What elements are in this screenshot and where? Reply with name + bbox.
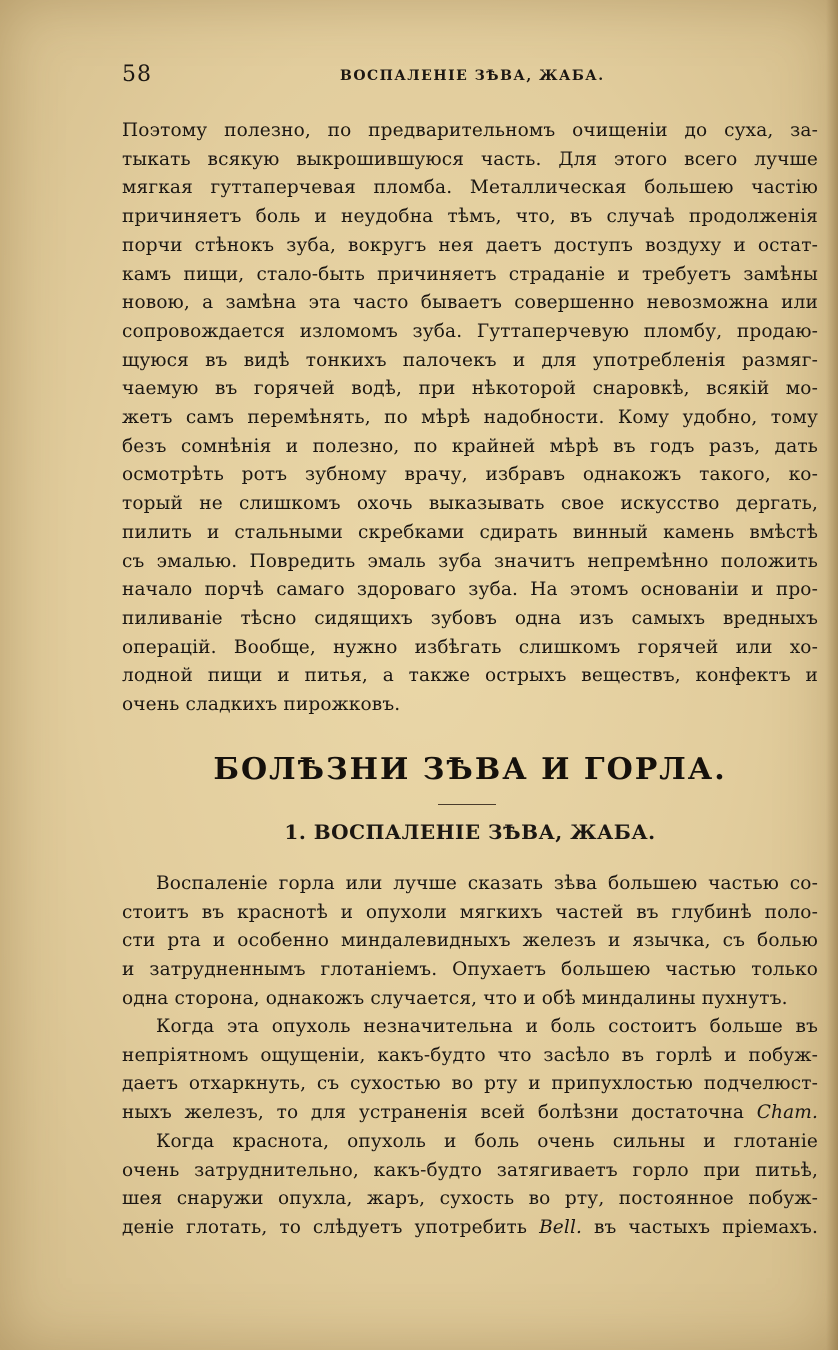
page-header [122,62,722,92]
text-line: начало порчѣ самаго здороваго зуба. На этомъ основаніи и про- [122,579,818,601]
paragraph-mild-case [122,1013,818,1128]
text-line: непріятномъ ощущеніи, какъ-будто что засѣло въ горлѣ и побуж- [122,1044,818,1066]
text-line: стоитъ въ краснотѣ и опухоли мягкихъ частей въ глубинѣ поло- [122,901,818,923]
text-line: и затрудненнымъ глотаніемъ. Опухаетъ большею частью только [122,959,818,981]
text-line: Когда эта опухоль незначительна и боль состоитъ больше въ [156,1016,818,1037]
text-line: Когда краснота, опухоль и боль очень сильны и глотаніе [156,1131,818,1152]
text-line: пилить и стальными скребками сдирать винный камень вмѣстѣ [122,521,818,543]
paragraph-severe-case [122,1128,818,1243]
text-line: тыкать всякую выкрошившуюся часть. Для этого всего лучше [122,148,818,170]
text-fragment: ныхъ железъ, то для устраненія всей болѣзни достаточна [122,1102,745,1124]
subsection-title: 1. ВОСПАЛЕНІЕ ЗѢВА, ЖАБА. [284,820,656,844]
text-line: сопровождается изломомъ зуба. Гуттаперчевую пломбу, продаю- [122,320,818,342]
text-line: причиняетъ боль и неудобна тѣмъ, что, въ случаѣ продолженія [122,206,818,228]
text-line: щуюся въ видѣ тонкихъ палочекъ и для употребленія размяг- [122,349,818,371]
text-line: лодной пищи и питья, а также острыхъ веществъ, конфектъ и [122,665,818,687]
paragraph-dental-care [122,117,818,720]
text-line: даетъ отхаркнуть, съ сухостью во рту и припухлостью подчелюст- [122,1073,818,1095]
text-line: порчи стѣнокъ зуба, вокругъ нея даетъ доступъ воздуху и остат- [122,234,818,256]
text-line: очень затруднительно, какъ-будто затягиваетъ горло при питьѣ, [122,1159,818,1181]
remedy-name: Cham. [756,1102,819,1124]
text-line: Поэтому полезно, по предварительномъ очищеніи до суха, за- [122,120,818,141]
text-line: одна сторона, однакожъ случается, что и обѣ миндалины пухнутъ. [122,987,788,1009]
text-line: жетъ самъ перемѣнять, по мѣрѣ надобности. Кому удобно, тому [122,407,818,429]
text-line: Воспаленіе горла или лучше сказать зѣва большею частью со- [156,873,818,894]
text-line: операцій. Вообще, нужно избѣгать слишкомъ горячей или хо- [122,636,818,658]
text-line: съ эмалью. Повредить эмаль зуба значитъ непремѣнно положить [122,550,818,572]
text-line: осмотрѣть ротъ зубному врачу, избравъ однакожъ такого, ко- [122,464,818,486]
text-line: шея снаружи опухла, жаръ, сухость во рту, постоянное побуж- [122,1188,818,1210]
running-title: ВОСПАЛЕНІЕ ЗѢВА, ЖАБА. [340,68,605,84]
text-fragment: въ частыхъ пріемахъ. [593,1217,818,1239]
text-line: безъ сомнѣнія и полезно, по крайней мѣрѣ въ годъ разъ, дать [122,435,818,457]
text-line: очень сладкихъ пирожковъ. [122,694,401,716]
page-edge-shadow [826,0,838,1350]
text-line: пиливаніе тѣсно сидящихъ зубовъ одна изъ самыхъ вредныхъ [122,607,818,629]
text-line: мягкая гуттаперчевая пломба. Металлическая большею частію [122,177,818,199]
title-divider [438,804,496,805]
text-line-with-remedy [122,1099,818,1128]
text-line: чаемую въ горячей водѣ, при нѣкоторой снаровкѣ, всякій мо- [122,378,818,400]
text-line: сти рта и особенно миндалевидныхъ железъ и язычка, съ болью [122,930,818,952]
text-line: торый не слишкомъ охочь выказывать свое искусство дергать, [122,493,818,515]
text-line-with-remedy [122,1214,818,1243]
text-line: новою, а замѣна эта часто бываетъ совершенно невозможна или [122,292,818,314]
remedy-name: Bell. [539,1217,583,1239]
section-title: БОЛѢЗНИ ЗѢВА И ГОРЛА. [213,752,727,787]
page-number: 58 [122,62,152,87]
paragraph-inflammation [122,870,818,1014]
text-fragment: деніе глотать, то слѣдуетъ употребить [122,1217,528,1239]
text-line: камъ пищи, стало-быть причиняетъ страданіе и требуетъ замѣны [122,263,818,285]
